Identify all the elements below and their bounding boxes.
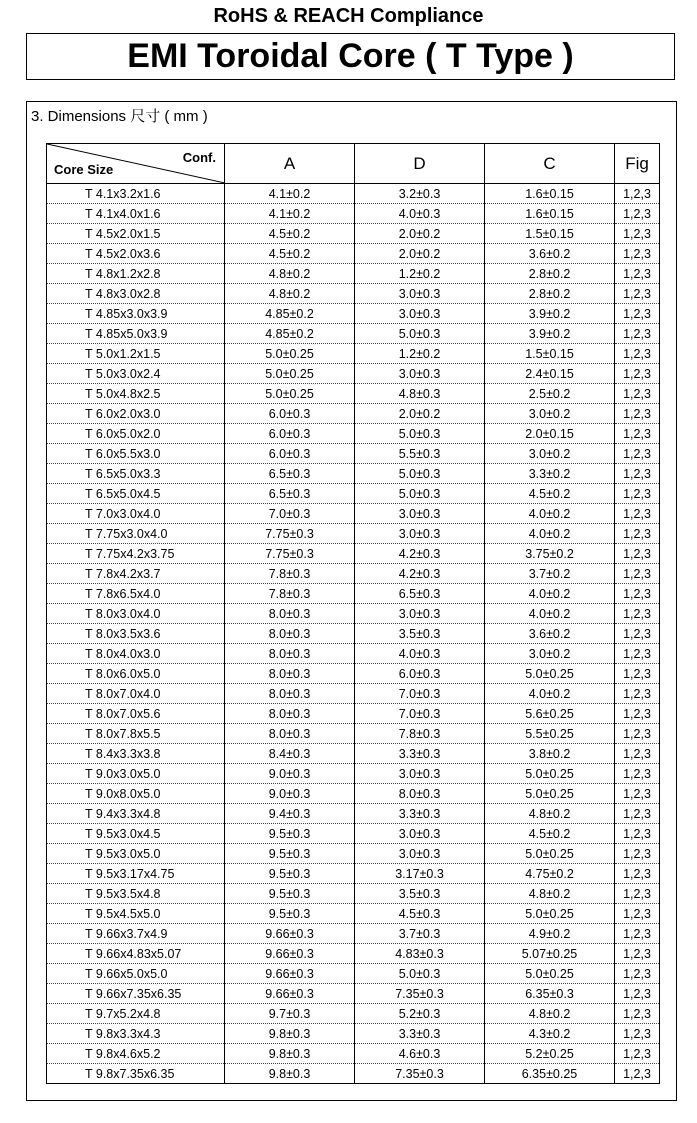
dimension-c-cell: 5.0±0.25	[485, 784, 615, 804]
fig-cell: 1,2,3	[615, 324, 660, 344]
fig-cell: 1,2,3	[615, 964, 660, 984]
core-size-cell: T 6.0x2.0x3.0	[47, 404, 225, 424]
dimension-c-cell: 5.0±0.25	[485, 764, 615, 784]
dimension-a-cell: 4.85±0.2	[225, 324, 355, 344]
core-size-cell: T 9.5x3.5x4.8	[47, 884, 225, 904]
dimension-d-cell: 5.5±0.3	[355, 444, 485, 464]
dimension-a-cell: 9.8±0.3	[225, 1064, 355, 1084]
dimension-c-cell: 1.6±0.15	[485, 184, 615, 204]
dimension-c-cell: 2.0±0.15	[485, 424, 615, 444]
fig-cell: 1,2,3	[615, 644, 660, 664]
dimension-d-cell: 3.0±0.3	[355, 364, 485, 384]
dimension-a-cell: 9.5±0.3	[225, 904, 355, 924]
fig-cell: 1,2,3	[615, 764, 660, 784]
fig-cell: 1,2,3	[615, 484, 660, 504]
table-row	[47, 824, 660, 844]
dimension-c-cell: 4.8±0.2	[485, 884, 615, 904]
column-header-c: C	[485, 144, 615, 184]
dimension-d-cell: 7.8±0.3	[355, 724, 485, 744]
dimension-d-cell: 3.7±0.3	[355, 924, 485, 944]
table-row	[47, 304, 660, 324]
core-size-cell: T 4.8x3.0x2.8	[47, 284, 225, 304]
dimension-c-cell: 4.0±0.2	[485, 524, 615, 544]
table-row	[47, 284, 660, 304]
dimension-d-cell: 2.0±0.2	[355, 224, 485, 244]
dimension-c-cell: 4.0±0.2	[485, 604, 615, 624]
page-title: EMI Toroidal Core ( T Type )	[26, 33, 675, 80]
fig-cell: 1,2,3	[615, 504, 660, 524]
dimension-a-cell: 8.0±0.3	[225, 644, 355, 664]
dimension-d-cell: 3.3±0.3	[355, 1024, 485, 1044]
fig-cell: 1,2,3	[615, 424, 660, 444]
table-row	[47, 204, 660, 224]
core-size-cell: T 6.0x5.0x2.0	[47, 424, 225, 444]
column-header-fig: Fig	[615, 144, 660, 184]
dimension-c-cell: 3.75±0.2	[485, 544, 615, 564]
dimension-d-cell: 3.5±0.3	[355, 624, 485, 644]
dimension-a-cell: 8.0±0.3	[225, 704, 355, 724]
dimension-d-cell: 3.0±0.3	[355, 304, 485, 324]
dimension-d-cell: 3.0±0.3	[355, 824, 485, 844]
dimension-a-cell: 9.66±0.3	[225, 924, 355, 944]
fig-cell: 1,2,3	[615, 844, 660, 864]
dimension-c-cell: 5.07±0.25	[485, 944, 615, 964]
core-size-cell: T 9.5x4.5x5.0	[47, 904, 225, 924]
table-row	[47, 1064, 660, 1084]
table-row	[47, 664, 660, 684]
dimension-d-cell: 3.17±0.3	[355, 864, 485, 884]
dimension-a-cell: 9.5±0.3	[225, 864, 355, 884]
core-size-cell: T 4.5x2.0x3.6	[47, 244, 225, 264]
dimension-a-cell: 7.75±0.3	[225, 544, 355, 564]
core-size-cell: T 8.0x4.0x3.0	[47, 644, 225, 664]
dimension-c-cell: 4.8±0.2	[485, 1004, 615, 1024]
dimension-c-cell: 3.3±0.2	[485, 464, 615, 484]
table-row	[47, 724, 660, 744]
table-row	[47, 1004, 660, 1024]
core-size-cell: T 6.5x5.0x3.3	[47, 464, 225, 484]
dimension-d-cell: 4.6±0.3	[355, 1044, 485, 1064]
fig-cell: 1,2,3	[615, 524, 660, 544]
dimension-a-cell: 8.0±0.3	[225, 664, 355, 684]
dimension-d-cell: 7.0±0.3	[355, 684, 485, 704]
dimension-a-cell: 5.0±0.25	[225, 384, 355, 404]
core-size-label: Core Size	[54, 162, 114, 177]
dimension-a-cell: 4.8±0.2	[225, 284, 355, 304]
fig-cell: 1,2,3	[615, 704, 660, 724]
table-row	[47, 464, 660, 484]
dimension-c-cell: 4.75±0.2	[485, 864, 615, 884]
table-row	[47, 364, 660, 384]
table-row	[47, 924, 660, 944]
dimension-c-cell: 2.4±0.15	[485, 364, 615, 384]
fig-cell: 1,2,3	[615, 904, 660, 924]
core-size-cell: T 9.0x8.0x5.0	[47, 784, 225, 804]
dimension-c-cell: 3.6±0.2	[485, 244, 615, 264]
table-row	[47, 184, 660, 204]
dimension-d-cell: 4.2±0.3	[355, 544, 485, 564]
core-size-cell: T 8.0x7.8x5.5	[47, 724, 225, 744]
dimension-d-cell: 7.35±0.3	[355, 984, 485, 1004]
dimension-a-cell: 7.8±0.3	[225, 564, 355, 584]
table-row	[47, 224, 660, 244]
table-row	[47, 624, 660, 644]
core-size-cell: T 5.0x4.8x2.5	[47, 384, 225, 404]
dimension-c-cell: 3.8±0.2	[485, 744, 615, 764]
dimension-a-cell: 9.66±0.3	[225, 964, 355, 984]
core-size-cell: T 9.4x3.3x4.8	[47, 804, 225, 824]
table-row	[47, 544, 660, 564]
core-size-cell: T 8.0x3.0x4.0	[47, 604, 225, 624]
dimension-a-cell: 9.5±0.3	[225, 884, 355, 904]
core-size-cell: T 4.8x1.2x2.8	[47, 264, 225, 284]
dimension-c-cell: 5.0±0.25	[485, 664, 615, 684]
fig-cell: 1,2,3	[615, 684, 660, 704]
table-row	[47, 264, 660, 284]
table-row	[47, 344, 660, 364]
core-size-cell: T 8.4x3.3x3.8	[47, 744, 225, 764]
fig-cell: 1,2,3	[615, 624, 660, 644]
dimension-a-cell: 4.85±0.2	[225, 304, 355, 324]
table-row	[47, 584, 660, 604]
core-size-cell: T 9.5x3.0x5.0	[47, 844, 225, 864]
table-row	[47, 804, 660, 824]
dimension-c-cell: 3.6±0.2	[485, 624, 615, 644]
dimension-a-cell: 6.0±0.3	[225, 424, 355, 444]
table-row	[47, 384, 660, 404]
table-row	[47, 884, 660, 904]
fig-cell: 1,2,3	[615, 724, 660, 744]
core-size-cell: T 7.75x4.2x3.75	[47, 544, 225, 564]
dimensions-section	[26, 101, 677, 1101]
fig-cell: 1,2,3	[615, 984, 660, 1004]
fig-cell: 1,2,3	[615, 444, 660, 464]
dimension-a-cell: 9.0±0.3	[225, 764, 355, 784]
fig-cell: 1,2,3	[615, 1044, 660, 1064]
table-row	[47, 764, 660, 784]
dimension-a-cell: 4.8±0.2	[225, 264, 355, 284]
dimension-d-cell: 4.2±0.3	[355, 564, 485, 584]
dimension-d-cell: 7.0±0.3	[355, 704, 485, 724]
dimension-d-cell: 6.0±0.3	[355, 664, 485, 684]
dimension-d-cell: 6.5±0.3	[355, 584, 485, 604]
table-row	[47, 504, 660, 524]
dimension-d-cell: 3.0±0.3	[355, 844, 485, 864]
core-size-cell: T 5.0x1.2x1.5	[47, 344, 225, 364]
table-row	[47, 1024, 660, 1044]
dimension-d-cell: 1.2±0.2	[355, 264, 485, 284]
fig-cell: 1,2,3	[615, 384, 660, 404]
dimension-c-cell: 5.2±0.25	[485, 1044, 615, 1064]
fig-cell: 1,2,3	[615, 224, 660, 244]
dimension-a-cell: 6.5±0.3	[225, 464, 355, 484]
dimension-c-cell: 2.8±0.2	[485, 264, 615, 284]
table-header-row	[47, 144, 660, 184]
core-size-cell: T 9.66x3.7x4.9	[47, 924, 225, 944]
dimension-c-cell: 3.9±0.2	[485, 304, 615, 324]
table-row	[47, 424, 660, 444]
fig-cell: 1,2,3	[615, 744, 660, 764]
dimension-c-cell: 4.5±0.2	[485, 824, 615, 844]
dimension-a-cell: 6.0±0.3	[225, 444, 355, 464]
dimension-a-cell: 6.5±0.3	[225, 484, 355, 504]
fig-cell: 1,2,3	[615, 924, 660, 944]
dimension-a-cell: 6.0±0.3	[225, 404, 355, 424]
dimension-d-cell: 3.0±0.3	[355, 504, 485, 524]
table-row	[47, 944, 660, 964]
dimension-a-cell: 4.5±0.2	[225, 244, 355, 264]
fig-cell: 1,2,3	[615, 544, 660, 564]
table-row	[47, 644, 660, 664]
dimension-a-cell: 5.0±0.25	[225, 344, 355, 364]
fig-cell: 1,2,3	[615, 404, 660, 424]
dimension-d-cell: 3.0±0.3	[355, 604, 485, 624]
dimension-c-cell: 6.35±0.3	[485, 984, 615, 1004]
dimension-a-cell: 4.1±0.2	[225, 184, 355, 204]
core-size-cell: T 9.66x7.35x6.35	[47, 984, 225, 1004]
dimension-c-cell: 4.9±0.2	[485, 924, 615, 944]
dimension-d-cell: 4.0±0.3	[355, 204, 485, 224]
dimension-a-cell: 7.0±0.3	[225, 504, 355, 524]
table-row	[47, 564, 660, 584]
dimension-c-cell: 3.0±0.2	[485, 644, 615, 664]
table-row	[47, 1044, 660, 1064]
table-row	[47, 964, 660, 984]
core-size-cell: T 6.0x5.5x3.0	[47, 444, 225, 464]
core-size-cell: T 9.5x3.0x4.5	[47, 824, 225, 844]
dimension-c-cell: 5.0±0.25	[485, 904, 615, 924]
fig-cell: 1,2,3	[615, 884, 660, 904]
dimension-a-cell: 8.0±0.3	[225, 624, 355, 644]
core-size-cell: T 4.1x3.2x1.6	[47, 184, 225, 204]
table-row	[47, 404, 660, 424]
fig-cell: 1,2,3	[615, 1064, 660, 1084]
dimension-c-cell: 6.35±0.25	[485, 1064, 615, 1084]
dimension-a-cell: 7.8±0.3	[225, 584, 355, 604]
dimension-d-cell: 3.5±0.3	[355, 884, 485, 904]
dimension-c-cell: 4.5±0.2	[485, 484, 615, 504]
dimension-c-cell: 3.0±0.2	[485, 404, 615, 424]
dimension-c-cell: 4.0±0.2	[485, 504, 615, 524]
core-size-cell: T 8.0x3.5x3.6	[47, 624, 225, 644]
fig-cell: 1,2,3	[615, 244, 660, 264]
dimension-d-cell: 8.0±0.3	[355, 784, 485, 804]
dimension-c-cell: 3.9±0.2	[485, 324, 615, 344]
dimension-c-cell: 4.8±0.2	[485, 804, 615, 824]
dimension-d-cell: 4.5±0.3	[355, 904, 485, 924]
dimension-d-cell: 3.3±0.3	[355, 804, 485, 824]
column-header-d: D	[355, 144, 485, 184]
dimension-c-cell: 5.6±0.25	[485, 704, 615, 724]
core-size-cell: T 8.0x6.0x5.0	[47, 664, 225, 684]
dimension-c-cell: 3.7±0.2	[485, 564, 615, 584]
dimension-a-cell: 4.1±0.2	[225, 204, 355, 224]
table-row	[47, 444, 660, 464]
table-row	[47, 604, 660, 624]
table-row	[47, 684, 660, 704]
table-row	[47, 524, 660, 544]
dimension-d-cell: 4.0±0.3	[355, 644, 485, 664]
dimension-d-cell: 3.2±0.3	[355, 184, 485, 204]
core-size-cell: T 4.1x4.0x1.6	[47, 204, 225, 224]
fig-cell: 1,2,3	[615, 824, 660, 844]
compliance-heading: RoHS & REACH Compliance	[213, 5, 484, 27]
dimension-d-cell: 3.0±0.3	[355, 284, 485, 304]
dimension-a-cell: 9.66±0.3	[225, 984, 355, 1004]
table-row	[47, 744, 660, 764]
core-size-cell: T 9.0x3.0x5.0	[47, 764, 225, 784]
fig-cell: 1,2,3	[615, 804, 660, 824]
conf-label: Conf.	[182, 150, 216, 165]
dimension-d-cell: 2.0±0.2	[355, 404, 485, 424]
fig-cell: 1,2,3	[615, 364, 660, 384]
dimension-a-cell: 8.0±0.3	[225, 724, 355, 744]
fig-cell: 1,2,3	[615, 204, 660, 224]
dimension-c-cell: 3.0±0.2	[485, 444, 615, 464]
dimension-a-cell: 9.4±0.3	[225, 804, 355, 824]
dimension-a-cell: 9.66±0.3	[225, 944, 355, 964]
core-size-cell: T 4.85x3.0x3.9	[47, 304, 225, 324]
dimension-d-cell: 5.0±0.3	[355, 424, 485, 444]
dimension-c-cell: 2.5±0.2	[485, 384, 615, 404]
header-corner-cell	[47, 144, 225, 184]
dimension-a-cell: 9.8±0.3	[225, 1024, 355, 1044]
dimension-a-cell: 9.5±0.3	[225, 824, 355, 844]
dimension-d-cell: 5.0±0.3	[355, 324, 485, 344]
fig-cell: 1,2,3	[615, 284, 660, 304]
dimension-a-cell: 9.8±0.3	[225, 1044, 355, 1064]
fig-cell: 1,2,3	[615, 1024, 660, 1044]
fig-cell: 1,2,3	[615, 584, 660, 604]
dimension-c-cell: 4.0±0.2	[485, 684, 615, 704]
table-row	[47, 784, 660, 804]
fig-cell: 1,2,3	[615, 304, 660, 324]
table-row	[47, 904, 660, 924]
dimension-a-cell: 4.5±0.2	[225, 224, 355, 244]
fig-cell: 1,2,3	[615, 944, 660, 964]
table-row	[47, 324, 660, 344]
dimension-a-cell: 8.0±0.3	[225, 604, 355, 624]
dimension-d-cell: 7.35±0.3	[355, 1064, 485, 1084]
fig-cell: 1,2,3	[615, 784, 660, 804]
dimension-a-cell: 8.0±0.3	[225, 684, 355, 704]
fig-cell: 1,2,3	[615, 564, 660, 584]
dimension-c-cell: 2.8±0.2	[485, 284, 615, 304]
table-row	[47, 484, 660, 504]
dimension-d-cell: 4.8±0.3	[355, 384, 485, 404]
table-row	[47, 864, 660, 884]
dimension-c-cell: 5.5±0.25	[485, 724, 615, 744]
core-size-cell: T 9.5x3.17x4.75	[47, 864, 225, 884]
core-size-cell: T 8.0x7.0x5.6	[47, 704, 225, 724]
dimension-d-cell: 3.3±0.3	[355, 744, 485, 764]
core-size-cell: T 9.66x5.0x5.0	[47, 964, 225, 984]
dimension-d-cell: 5.2±0.3	[355, 1004, 485, 1024]
dimension-a-cell: 9.0±0.3	[225, 784, 355, 804]
column-header-a: A	[225, 144, 355, 184]
dimension-d-cell: 4.83±0.3	[355, 944, 485, 964]
table-row	[47, 704, 660, 724]
table-body	[47, 184, 660, 1084]
dimension-c-cell: 1.5±0.15	[485, 224, 615, 244]
core-size-cell: T 9.8x3.3x4.3	[47, 1024, 225, 1044]
fig-cell: 1,2,3	[615, 344, 660, 364]
fig-cell: 1,2,3	[615, 864, 660, 884]
fig-cell: 1,2,3	[615, 664, 660, 684]
dimension-c-cell: 5.0±0.25	[485, 964, 615, 984]
core-size-cell: T 7.0x3.0x4.0	[47, 504, 225, 524]
section-title: 3. Dimensions 尺寸 ( mm )	[31, 108, 208, 125]
core-size-cell: T 5.0x3.0x2.4	[47, 364, 225, 384]
dimension-c-cell: 4.0±0.2	[485, 584, 615, 604]
fig-cell: 1,2,3	[615, 1004, 660, 1024]
dimension-a-cell: 9.5±0.3	[225, 844, 355, 864]
dimension-d-cell: 5.0±0.3	[355, 484, 485, 504]
dimension-d-cell: 5.0±0.3	[355, 964, 485, 984]
dimension-d-cell: 5.0±0.3	[355, 464, 485, 484]
table-row	[47, 244, 660, 264]
dimension-c-cell: 4.3±0.2	[485, 1024, 615, 1044]
table-row	[47, 844, 660, 864]
dimensions-table	[46, 143, 660, 1084]
core-size-cell: T 9.8x7.35x6.35	[47, 1064, 225, 1084]
core-size-cell: T 4.85x5.0x3.9	[47, 324, 225, 344]
core-size-cell: T 7.8x6.5x4.0	[47, 584, 225, 604]
core-size-cell: T 7.8x4.2x3.7	[47, 564, 225, 584]
dimension-d-cell: 2.0±0.2	[355, 244, 485, 264]
dimension-a-cell: 7.75±0.3	[225, 524, 355, 544]
core-size-cell: T 8.0x7.0x4.0	[47, 684, 225, 704]
fig-cell: 1,2,3	[615, 604, 660, 624]
fig-cell: 1,2,3	[615, 184, 660, 204]
dimension-d-cell: 1.2±0.2	[355, 344, 485, 364]
dimension-c-cell: 5.0±0.25	[485, 844, 615, 864]
core-size-cell: T 4.5x2.0x1.5	[47, 224, 225, 244]
fig-cell: 1,2,3	[615, 464, 660, 484]
dimension-d-cell: 3.0±0.3	[355, 764, 485, 784]
core-size-cell: T 9.66x4.83x5.07	[47, 944, 225, 964]
dimension-c-cell: 1.5±0.15	[485, 344, 615, 364]
core-size-cell: T 9.7x5.2x4.8	[47, 1004, 225, 1024]
dimension-c-cell: 1.6±0.15	[485, 204, 615, 224]
fig-cell: 1,2,3	[615, 264, 660, 284]
dimension-d-cell: 3.0±0.3	[355, 524, 485, 544]
dimension-a-cell: 5.0±0.25	[225, 364, 355, 384]
dimension-a-cell: 9.7±0.3	[225, 1004, 355, 1024]
dimension-a-cell: 8.4±0.3	[225, 744, 355, 764]
core-size-cell: T 6.5x5.0x4.5	[47, 484, 225, 504]
table-row	[47, 984, 660, 1004]
core-size-cell: T 9.8x4.6x5.2	[47, 1044, 225, 1064]
core-size-cell: T 7.75x3.0x4.0	[47, 524, 225, 544]
